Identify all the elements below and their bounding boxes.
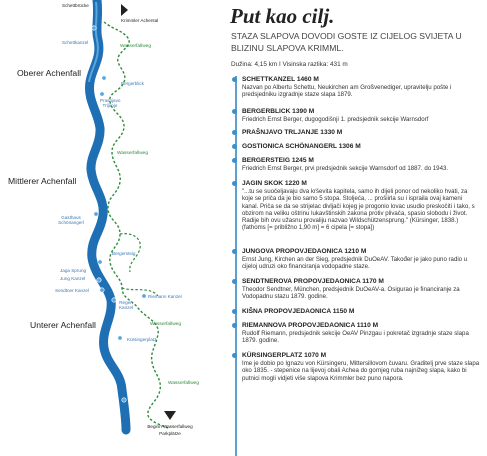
label-jaga-sprung: Jaga Sprung [60, 268, 87, 273]
stop-description: Rudolf Riemann, predsjednik sekcije OeAV Pinzgau i pokretač izgradnje staze slapa 1879. godine. [242, 330, 469, 345]
stop-item [242, 143, 480, 151]
label-bergerblick: Bergerblick [121, 81, 144, 86]
label-bergersteig: Bergersteig [112, 251, 136, 256]
stop-name: GOSTIONICA SCHÖNANGERL 1306 M [242, 143, 361, 150]
page-subtitle: STAZA SLAPOVA DOVODI GOSTE IZ CIJELOG SVIJETA U BLIZINU SLAPOVA KRIMML. [231, 31, 462, 53]
viewpoint-marker [94, 212, 98, 216]
label-jung-kanzel: Jung Kanzel [60, 276, 86, 281]
label-wasserfallweg: Wasserfallweg [117, 151, 149, 156]
label-wasserfallweg: Wasserfallweg [120, 44, 152, 49]
viewpoint-marker [118, 336, 122, 340]
stop-description: Theodor Sendtner, München, predsjednik DuOeAV-a. Osigurao je financiranje za Vodopadnu stazu 1879. godine. [242, 286, 460, 301]
stop-item [242, 308, 480, 316]
stop-description: Friedrich Ernst Berger, dugogodišnji 1. predsjednik sekcije Warnsdorf [242, 116, 429, 123]
label-prasnjavo-trljanje: Prasnjavo Trljanje [100, 98, 121, 108]
stop-item [242, 108, 480, 123]
stop-marker-icon [232, 279, 237, 284]
viewpoint-marker [92, 26, 96, 30]
south-arrow-icon [164, 411, 176, 420]
stop-item [242, 129, 480, 137]
stop-name: KIŠNA PROPOVJEDAONICA 1150 M [242, 308, 355, 315]
label-riemann-kanzel: Riemann Kanzel [148, 294, 182, 299]
stop-name: JAGIN SKOK 1220 M [242, 180, 307, 187]
label-schettbrucke: Schettbrücke [62, 3, 89, 8]
trail-map [0, 0, 222, 455]
north-arrow-icon [121, 4, 128, 16]
viewpoint-marker [122, 398, 126, 402]
label-wasserfallweg: Wasserfallweg [168, 381, 200, 386]
stop-marker-icon [232, 353, 237, 358]
section-oberer-achenfall: Oberer Achenfall [17, 68, 82, 78]
stop-name: JUNGOVA PROPOVJEDAONICA 1210 M [242, 248, 367, 255]
stop-marker-icon [232, 323, 237, 328]
page-title: Put kao cilj. [230, 4, 335, 28]
stop-name: BERGERBLICK 1390 M [242, 108, 315, 115]
stop-marker-icon [232, 109, 237, 114]
stop-name: BERGERSTEIG 1245 M [242, 157, 314, 164]
stop-item [242, 76, 480, 99]
stop-description: Ime je dobio po Ignazu von Kürsingeru, Mittersillovom čuvaru. Graditelj prve staze slapa oko 1835. - stepenice na lijevoj obali Achea do gornjeg ruba najnižeg slapa, kako bi putnici mogli vidjeti više slapova Krimmler bez puno napora. [242, 360, 480, 382]
section-unterer-achenfall: Unterer Achenfall [30, 320, 96, 330]
info-panel [226, 0, 484, 455]
viewpoint-marker [100, 288, 104, 292]
stop-marker-icon [232, 309, 237, 314]
label-gasthaus-schonangerl: Gasthaus Schönangerl [58, 215, 84, 225]
stop-name: SENDTNEROVA PROPOVJEDAONICA 1170 M [242, 278, 384, 285]
stop-description: "...tu se suočeljavaju dva krševita kapitela, samo ih dijeli ponor od nekoliko hvati, za koje se priča da je bio samo 5 stopa. Stoljeća, ... prošiirla su i ispraila ovaj kameni kanal. Priča se da se strijelac divljači kojeg je progonio lovac usudio preskočiti i tako, s obzirom na veliku oštrinu lukavštinskih zakona protiv plivača, spasio slobodu i život. Radije bih ovu užasnu provaliju nazvao Wildschützensprung." (Kürsinger, 1838.) (fathoms [= približno 1,90 m] = 6 cipela [= stopa]) [242, 188, 475, 232]
label-krimmler-achental: Krimmler Achental [121, 18, 159, 23]
stop-item [242, 322, 480, 345]
stop-marker-icon [232, 158, 237, 163]
stop-description: Friedrich Ernst Berger, prvi predsjednik sekcije Warnsdorf od 1887. do 1943. [242, 165, 449, 172]
stop-marker-icon [232, 77, 237, 82]
stop-marker-icon [232, 130, 237, 135]
viewpoint-marker [100, 92, 104, 96]
stop-marker-icon [232, 144, 237, 149]
stop-item [242, 278, 480, 301]
stop-item [242, 248, 480, 271]
stop-name: KÜRSINGERPLATZ 1070 M [242, 352, 327, 359]
stop-item [242, 180, 480, 232]
stop-name: SCHETTKANZEL 1460 M [242, 76, 319, 83]
stop-description: Ernst Jung, Kirchen an der Sieg, predsjednik DuOeAV. Također je jako puno radio u cijeloj udruzi oko financiranja vodopadne staze. [242, 256, 468, 271]
stop-item [242, 157, 480, 172]
label-beginn-wasserfallweg: Beginn Wasserfallweg [147, 424, 193, 429]
label-kursingerplatz: Kürsingerplatz [127, 337, 157, 342]
viewpoint-marker [97, 278, 101, 282]
viewpoint-marker [102, 76, 106, 80]
label-sendtner-kanzel: Sendtner Kanzel [55, 288, 89, 293]
label-wasserfallweg: Wasserfallweg [150, 322, 182, 327]
stop-name: RIEMANNOVA PROPOVJEDAONICA 1110 M [242, 322, 379, 329]
stop-marker-icon [232, 181, 237, 186]
label-parkplatze: Parkplätze [159, 431, 181, 436]
stop-name: PRAŠNJAVO TRLJANJE 1330 M [242, 129, 343, 136]
stop-description: Nazvan po Albertu Schettu, Neukirchen am Großvenediger, upravitelju pošte i predsjedniku izgradnje staze slapa 1879. [242, 84, 452, 99]
section-mittlerer-achenfall: Mittlerer Achenfall [8, 176, 77, 186]
trail-stats: Dužina: 4,15 km I Visinska razlika: 431 m [231, 61, 348, 68]
stop-item [242, 352, 480, 382]
viewpoint-marker [98, 260, 102, 264]
viewpoint-marker [142, 294, 146, 298]
label-regen-kanzel: Regen Kanzel [118, 300, 134, 310]
label-schettkanzel: Schettkanzel [62, 40, 89, 45]
stop-marker-icon [232, 249, 237, 254]
